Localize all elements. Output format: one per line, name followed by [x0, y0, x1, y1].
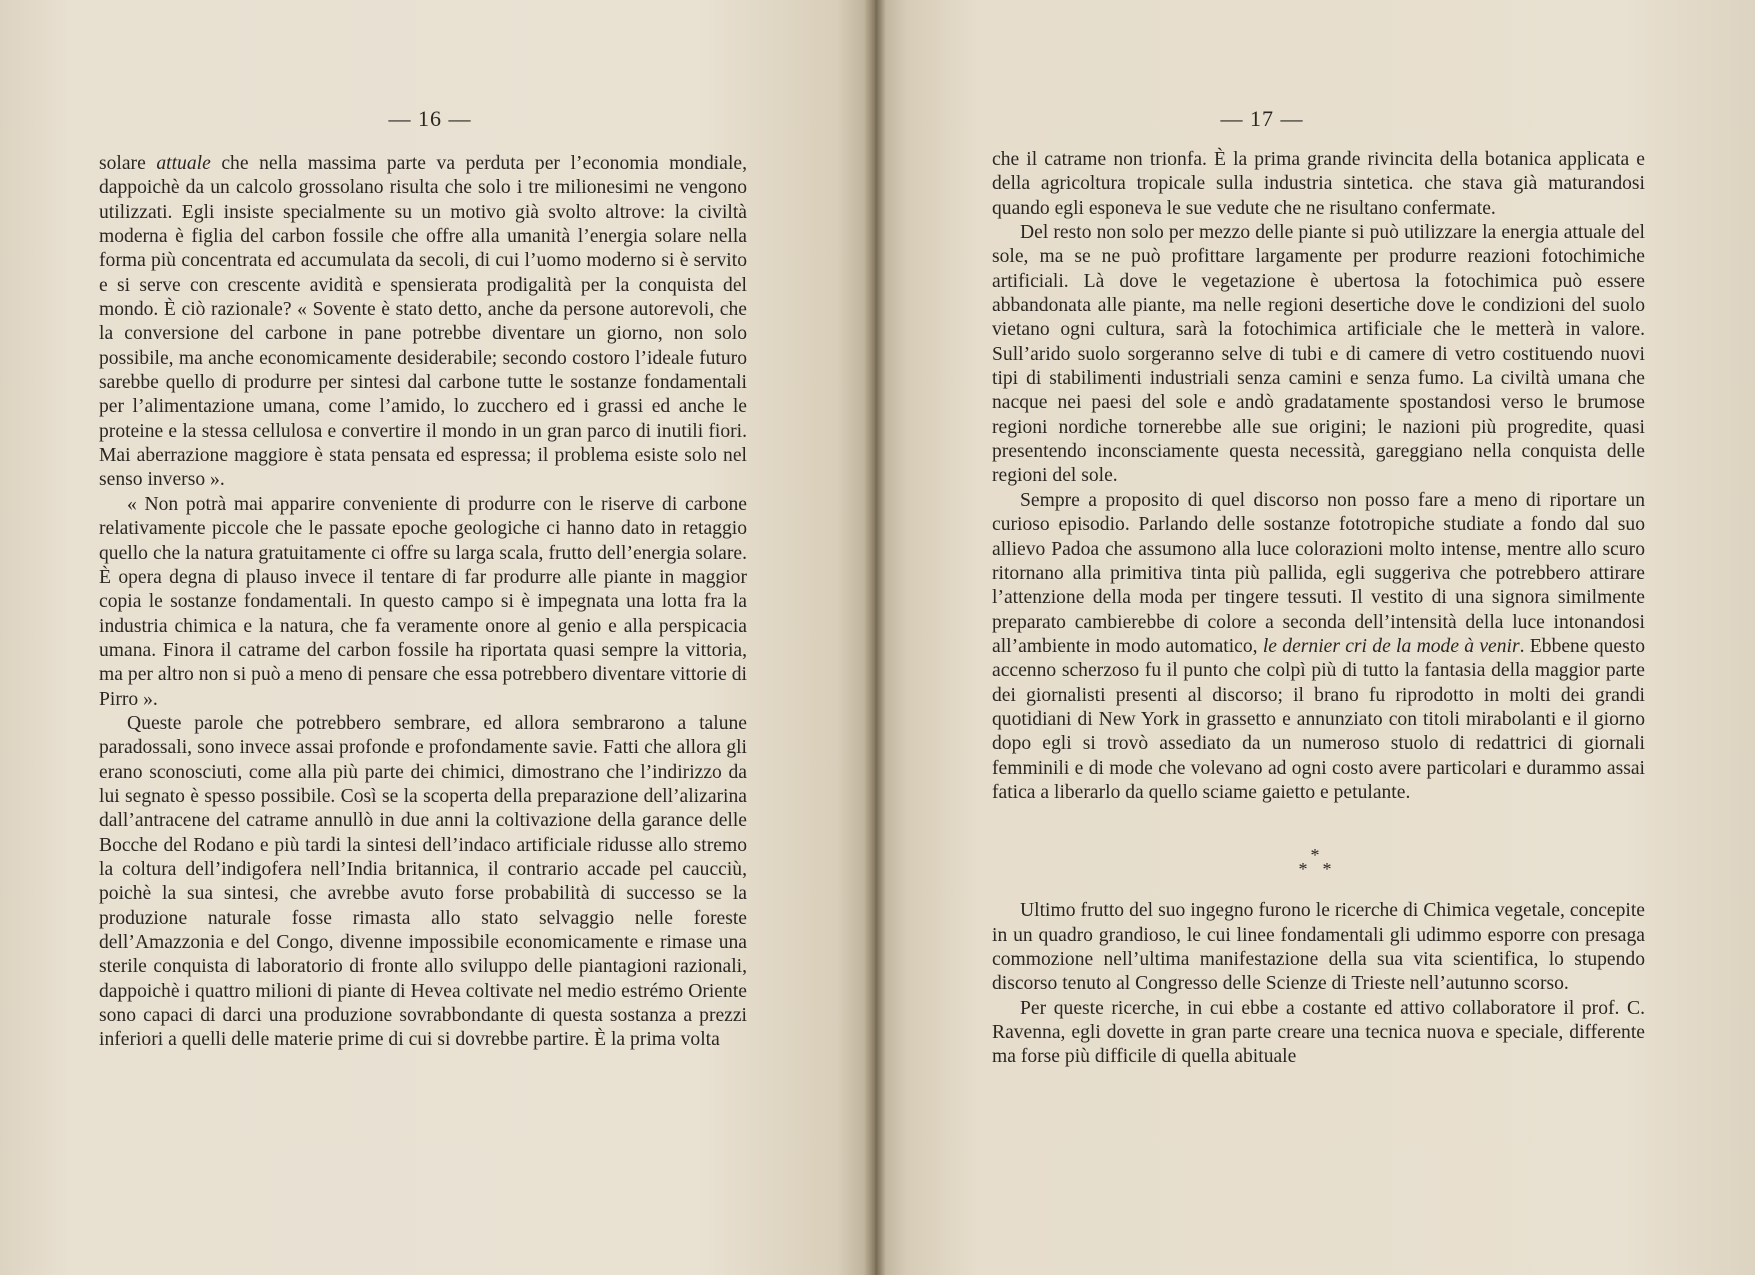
asterisk: *	[1298, 859, 1308, 880]
page-number-left: — 16 —	[388, 106, 472, 131]
asterisk: *	[1322, 859, 1332, 880]
emphasis: le dernier cri de la mode à venir	[1262, 635, 1520, 657]
asterisk: *	[1310, 845, 1320, 866]
right-page-text	[992, 148, 1645, 1070]
paragraph: Queste parole che potrebbero sembrare, ed allora sembrarono a talune paradossali, sono invece assai profonde e profondamente savie. Fatti che allora gli erano sconosciuti, come alla più parte dei chimici, dimostrano che l’indirizzo da lui segnato è spesso possibile. Così se la scoperta della preparazione dell’alizarina dall’antracene del catrame annullò in due anni la coltivazione della garance delle Bocche del Rodano e più tardi la sintesi dell’indaco artificiale ridusse allo stremo la coltura dell’indigofera nell’India britannica, il contrario accade pel caucciù, poichè la sua sintesi, che avrebbe avuto forse probabilità di successo se la produzione naturale fosse rimasta allo stato selvaggio nelle foreste dell’Amazzonia e del Congo, divenne impossibile economicamente e rimase una sterile conquista di laboratorio di fronte allo sviluppo delle piantagioni razionali, dappoichè i quattro milioni di piante di Hevea coltivate nel medio estrémo Oriente sono capaci di darci una produzione sovrabbondante di questa sostanza a prezzi inferiori a quelli delle materie prime di cui si dovrebbe partire. È la prima volta	[99, 712, 747, 1051]
paragraph-text: Sempre a proposito di quel discorso non posso fare a meno di riportare un curioso episodio. Parlando delle sostanze fototropiche studiate a fondo dal suo allievo Padoa che assumono alla luce colorazioni molto intense, mentre allo scuro ritornano alla primitiva tinta più pallida, egli suggeriva che potrebbero attirare l’attenzione della moda per tingere tessuti. Il vestito di una signora similmente preparato cambierebbe di colore a seconda dell’intensità della luce intonandosi all’ambiente in modo automatico,	[992, 489, 1645, 657]
left-page	[0, 0, 872, 1275]
paragraph: Per queste ricerche, in cui ebbe a costante ed attivo collaboratore il prof. C. Ravenna, egli dovette in gran parte creare una tecnica nuova e speciale, differente ma forse più difficile di quella abituale	[992, 997, 1645, 1068]
paragraph: « Non potrà mai apparire conveniente di produrre con le riserve di carbone relativamente piccole che le passate epoche geologiche ci hanno dato in retaggio quello che la natura gratuitamente ci offre su larga scala, frutto dell’energia solare. È opera degna di plauso invece il tentare di far produrre alle piante in maggior copia le sostanze fondamentali. In questo campo si è impegnata una lotta fra la industria chimica e la natura, che fa veramente onore al genio e alla perspicacia umana. Finora il catrame del carbon fossile ha riportata quasi sempre la vittoria, ma per altro non si può a meno di pensare che essa potrebbero diventare vittorie di Pirro ».	[99, 493, 747, 710]
left-page-text	[99, 152, 747, 1053]
paragraph: Del resto non solo per mezzo delle piante si può utilizzare la energia attuale del sole, ma se ne può profittare largamente per produrre reazioni fotochimiche artificiali. Là dove le vegetazione è ubertosa la fotochimica può essere abbandonata alle piante, ma nelle regioni desertiche dove le condizioni del suolo vietano ogni cultura, sarà la fotochimica artificiale che le metterà in valore. Sull’arido suolo sorgeranno selve di tubi e di camere di vetro costituendo nuovi tipi di stabilimenti industriali senza camini e senza fumo. La civiltà umana che nacque nei paesi del sole e andò gradatamente spostandosi verso le brumose regioni nordiche tornerebbe alle sue origini; le nazioni più progredite, quasi presentendo inconsciamente questa necessità, gareggiano nella conquista delle regioni del sole.	[992, 222, 1645, 487]
paragraph-text: . Ebbene questo accenno scherzoso fu il punto che colpì più di tutto la fantasia della maggior parte dei giornalisti presenti al discorso; il brano fu riprodotto in molti dei grandi quotidiani di New York in grassetto e annunziato con titoli mirabolanti e il giorno dopo egli si trovò assediato da un numeroso stuolo di redattrici di giornali femminili e di mode che volevano ad ogni costo avere particolari e durammo assai fatica a liberarlo da quello sciame gaietto e petulante.	[992, 635, 1645, 803]
paragraph: che il catrame non trionfa. È la prima grande rivincita della botanica applicata e della agricoltura tropicale sulla industria sintetica. che stava già maturandosi quando egli esponeva le sue vedute che ne risultano confermate.	[992, 149, 1645, 219]
section-asterism	[992, 805, 1645, 899]
paragraph-text: solare	[99, 153, 157, 174]
paragraph	[992, 489, 1645, 805]
emphasis: attuale	[156, 153, 211, 174]
page-number-right: — 17 —	[1220, 106, 1304, 131]
paragraph: Ultimo frutto del suo ingegno furono le ricerche di Chimica vegetale, concepite in un quadro grandioso, le cui linee fondamentali gli udimmo esporre con presaga commozione nell’ultima manifestazione della sua vita scientifica, lo stupendo discorso tenuto al Congresso delle Scienze di Trieste nell’autunno scorso.	[992, 900, 1645, 995]
book-gutter	[864, 0, 886, 1275]
paragraph	[99, 152, 747, 493]
paragraph-text: che nella massima parte va perduta per l’economia mondiale, dappoichè da un calcolo grossolano risulta che solo i tre milionesimi ne vengono utilizzati. Egli insiste specialmente su un motivo già svolto altrove: la civiltà moderna è figlia del carbon fossile che offre alla umanità l’energia solare nella forma più concentrata ed accumulata da secoli, di cui l’uomo moderno si è servito e si serve con crescente avidità e spensierata prodigalità per la conquista del mondo. È ciò razionale? « Sovente è stato detto, anche da persone autorevoli, che la conversione del carbone in pane potrebbe diventare un giorno, non solo possibile, ma anche economicamente desiderabile; secondo costoro l’ideale futuro sarebbe quello di produrre per sintesi dal carbone tutte le sostanze fondamentali per l’alimentazione umana, come l’amido, lo zucchero ed i grassi ed anche le proteine e la stessa cellulosa e convertire il mondo in un gran parco di inutili fiori. Mai aberrazione maggiore è stata pensata ed espressa; il problema esiste solo nel senso inverso ».	[99, 153, 747, 491]
right-page	[872, 0, 1755, 1275]
